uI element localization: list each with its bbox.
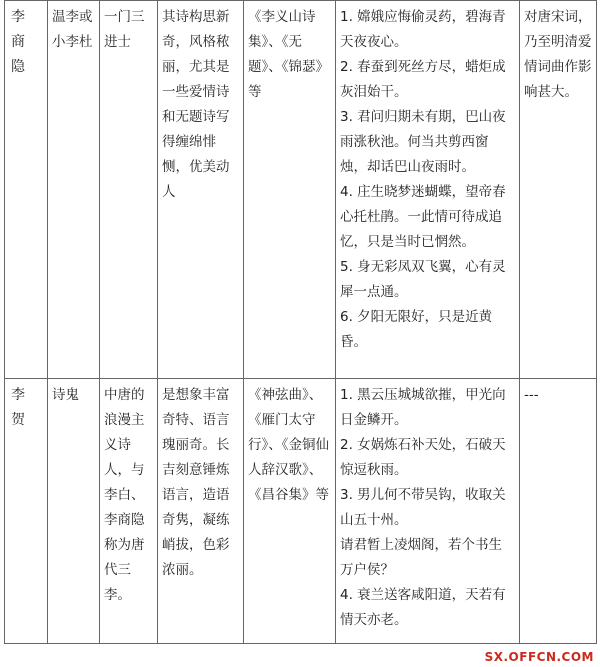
famous-line: 5. 身无彩凤双飞翼，心有灵犀一点通。 — [340, 259, 506, 300]
alias-cell: 诗鬼 — [48, 379, 100, 644]
poet-name-char: 商 — [11, 34, 25, 50]
famous-line: 1. 嫦娥应悔偷灵药，碧海青天夜夜心。 — [340, 9, 506, 50]
influence-cell: --- — [520, 379, 597, 644]
style-cell: 其诗构思新奇，风格秾丽，尤其是一些爱情诗和无题诗写得缠绵悱恻，优美动人 — [158, 1, 244, 379]
famous-line: 3. 男儿何不带吴钩，收取关山五十州。 — [340, 487, 506, 528]
poet-name-cell — [5, 1, 48, 379]
famous-line: 2. 春蚕到死丝方尽，蜡炬成灰泪始干。 — [340, 59, 506, 100]
famous-lines-cell — [336, 379, 520, 644]
famous-line: 请君暂上凌烟阁，若个书生万户侯？ — [340, 537, 502, 578]
works-cell: 《神弦曲》、《雁门太守行》、《金铜仙人辞汉歌》、《昌谷集》等 — [244, 379, 336, 644]
style-cell: 是想象丰富奇特、语言瑰丽奇。长吉刻意锤炼语言，造语奇隽，凝练峭拔，色彩浓丽。 — [158, 379, 244, 644]
fame-cell: 中唐的浪漫主义诗人，与李白、李商隐称为唐代三李。 — [100, 379, 158, 644]
poet-name-char: 李 — [11, 9, 25, 25]
poet-name-char: 李 — [11, 387, 25, 403]
alias-cell: 温李或小李杜 — [48, 1, 100, 379]
influence-cell: 对唐宋词，乃至明清爱情词曲作影响甚大。 — [520, 1, 597, 379]
famous-lines-cell — [336, 1, 520, 379]
poet-name-char: 隐 — [11, 59, 25, 75]
famous-line: 3. 君问归期未有期，巴山夜雨涨秋池。何当共剪西窗烛，却话巴山夜雨时。 — [340, 109, 506, 175]
poet-name-cell — [5, 379, 48, 644]
table-row — [5, 1, 597, 379]
poet-name-char: 贺 — [11, 412, 25, 428]
famous-line: 6. 夕阳无限好，只是近黄昏。 — [340, 309, 493, 350]
fame-cell: 一门三进士 — [100, 1, 158, 379]
famous-line: 4. 庄生晓梦迷蝴蝶，望帝春心托杜鹃。一此情可待成追忆，只是当时已惘然。 — [340, 184, 506, 250]
famous-line: 1. 黑云压城城欲摧，甲光向日金鳞开。 — [340, 387, 506, 428]
famous-line: 2. 女娲炼石补天处，石破天惊逗秋雨。 — [340, 437, 506, 478]
watermark: SX.OFFCN.COM — [484, 650, 594, 664]
works-cell: 《李义山诗集》、《无题》、《锦瑟》等 — [244, 1, 336, 379]
table-row — [5, 379, 597, 644]
famous-line: 4. 衰兰送客咸阳道，天若有情天亦老。 — [340, 587, 506, 628]
poets-table — [4, 0, 597, 644]
